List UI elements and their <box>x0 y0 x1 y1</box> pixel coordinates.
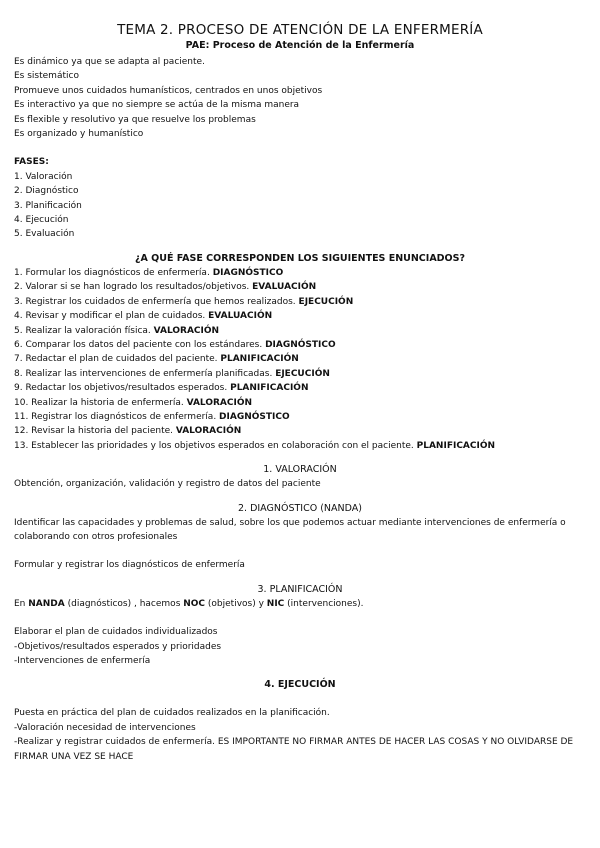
planificacion-section <box>14 583 586 669</box>
quiz-answer: VALORACIÓN <box>186 397 253 408</box>
characteristic-item: Es organizado y humanístico <box>14 129 144 140</box>
quiz-item <box>14 295 586 309</box>
quiz-statement: 5. Realizar la valoración física. <box>14 325 154 336</box>
quiz-item <box>14 381 586 395</box>
planificacion-intro-part: (diagnósticos) , hacemos <box>64 598 184 609</box>
ejecucion-section <box>14 678 586 764</box>
page-title: TEMA 2. PROCESO DE ATENCIÓN DE LA ENFERMERÍA <box>117 22 483 38</box>
fases-heading: FASES: <box>14 157 49 168</box>
ejecucion-line: -Realizar y registrar cuidados de enfermería. ES IMPORTANTE NO FIRMAR ANTES DE HACER LAS COSAS Y NO OLVIDARSE DE FIRMAR UNA VEZ SE HACE <box>14 737 574 762</box>
quiz-heading: ¿A QUÉ FASE CORRESPONDEN LOS SIGUIENTES ENUNCIADOS? <box>135 252 465 264</box>
quiz-item <box>14 424 586 438</box>
quiz-answer: EJECUCIÓN <box>275 368 330 379</box>
quiz-statement: 6. Comparar los datos del paciente con los estándares. <box>14 339 266 350</box>
quiz-item <box>14 396 586 410</box>
quiz-answer: DIAGNÓSTICO <box>212 267 284 278</box>
noc-label: NOC <box>183 598 206 609</box>
quiz-statement: 10. Realizar la historia de enfermería. <box>14 397 187 408</box>
quiz-statement: 7. Redactar el plan de cuidados del paciente. <box>14 354 221 365</box>
characteristic-item: Es sistemático <box>14 71 79 82</box>
quiz-answer: PLANIFICACIÓN <box>230 383 309 394</box>
quiz-item <box>14 266 586 280</box>
quiz-statement: 9. Redactar los objetivos/resultados esperados. <box>14 383 231 394</box>
page-subtitle: PAE: Proceso de Atención de la Enfermería <box>185 40 415 51</box>
quiz-item <box>14 439 586 453</box>
quiz-answer: VALORACIÓN <box>153 325 220 336</box>
planificacion-line: -Intervenciones de enfermería <box>14 656 151 666</box>
quiz-statement: 1. Formular los diagnósticos de enfermería. <box>14 267 213 278</box>
quiz-statement: 12. Revisar la historia del paciente. <box>14 426 176 437</box>
quiz-statement: 4. Revisar y modificar el plan de cuidados. <box>14 311 209 322</box>
quiz-item <box>14 352 586 366</box>
nanda-label: NANDA <box>28 598 65 609</box>
fase-item: 4. Ejecución <box>14 215 69 226</box>
characteristic-item: Es flexible y resolutivo ya que resuelve los problemas <box>14 114 256 125</box>
quiz-statement: 2. Valorar si se han logrado los resultados/objetivos. <box>14 282 253 293</box>
quiz-item <box>14 367 586 381</box>
quiz-answer: DIAGNÓSTICO <box>219 411 290 422</box>
planificacion-intro-part: En <box>14 598 29 609</box>
diagnostico-heading: 2. DIAGNÓSTICO (NANDA) <box>237 502 362 514</box>
characteristic-item: Es interactivo ya que no siempre se actúa de la misma manera <box>14 100 300 111</box>
quiz-section <box>14 252 586 453</box>
valoracion-heading: 1. VALORACIÓN <box>263 464 337 476</box>
characteristics-list <box>14 55 586 141</box>
quiz-statement: 3. Registrar los cuidados de enfermería que hemos realizados. <box>14 296 299 307</box>
fase-item: 5. Evaluación <box>14 229 75 240</box>
diagnostico-text: Identificar las capacidades y problemas de salud, sobre los que podemos actuar mediante intervenciones de enfermería o colaborando con otros profesionales <box>14 517 566 542</box>
planificacion-intro-part: (objetivos) y <box>205 598 267 609</box>
quiz-item <box>14 324 586 338</box>
planificacion-intro-part: (intervenciones). <box>284 598 364 609</box>
fase-item: 2. Diagnóstico <box>14 186 79 197</box>
quiz-item <box>14 309 586 323</box>
ejecucion-line: -Valoración necesidad de intervenciones <box>14 722 196 733</box>
diagnostico-text-2: Formular y registrar los diagnósticos de enfermería <box>14 560 245 571</box>
quiz-answer: VALORACIÓN <box>175 426 242 437</box>
fase-item: 1. Valoración <box>14 171 73 182</box>
planificacion-intro <box>14 597 586 611</box>
quiz-answer: PLANIFICACIÓN <box>220 354 299 365</box>
fases-section <box>14 155 586 241</box>
planificacion-heading: 3. PLANIFICACIÓN <box>257 583 343 595</box>
quiz-item <box>14 410 586 424</box>
fase-item: 3. Planificación <box>14 200 82 211</box>
ejecucion-line: Puesta en práctica del plan de cuidados realizados en la planificación. <box>14 708 330 719</box>
planificacion-line: Elaborar el plan de cuidados individualizados <box>14 627 218 638</box>
characteristic-item: Es dinámico ya que se adapta al paciente. <box>14 57 205 67</box>
quiz-item <box>14 280 586 294</box>
quiz-answer: EVALUACIÓN <box>208 311 273 322</box>
nic-label: NIC <box>266 598 285 609</box>
quiz-statement: 8. Realizar las intervenciones de enfermería planificadas. <box>14 368 276 379</box>
diagnostico-section <box>14 502 586 573</box>
quiz-answer: EJECUCIÓN <box>298 296 354 307</box>
quiz-statement: 11. Registrar los diagnósticos de enfermería. <box>14 411 220 422</box>
quiz-answer: DIAGNÓSTICO <box>265 339 336 350</box>
quiz-item <box>14 338 586 352</box>
ejecucion-heading: 4. EJECUCIÓN <box>264 679 336 691</box>
planificacion-line: -Objetivos/resultados esperados y prioridades <box>14 641 222 652</box>
quiz-answer: EVALUACIÓN <box>252 282 317 293</box>
valoracion-text: Obtención, organización, validación y registro de datos del paciente <box>14 479 321 490</box>
characteristic-item: Promueve unos cuidados humanísticos, centrados en unos objetivos <box>14 85 323 96</box>
quiz-statement: 13. Establecer las prioridades y los objetivos esperados en colaboración con el paciente. <box>14 440 417 451</box>
valoracion-section <box>14 463 586 491</box>
quiz-answer: PLANIFICACIÓN <box>416 440 496 451</box>
